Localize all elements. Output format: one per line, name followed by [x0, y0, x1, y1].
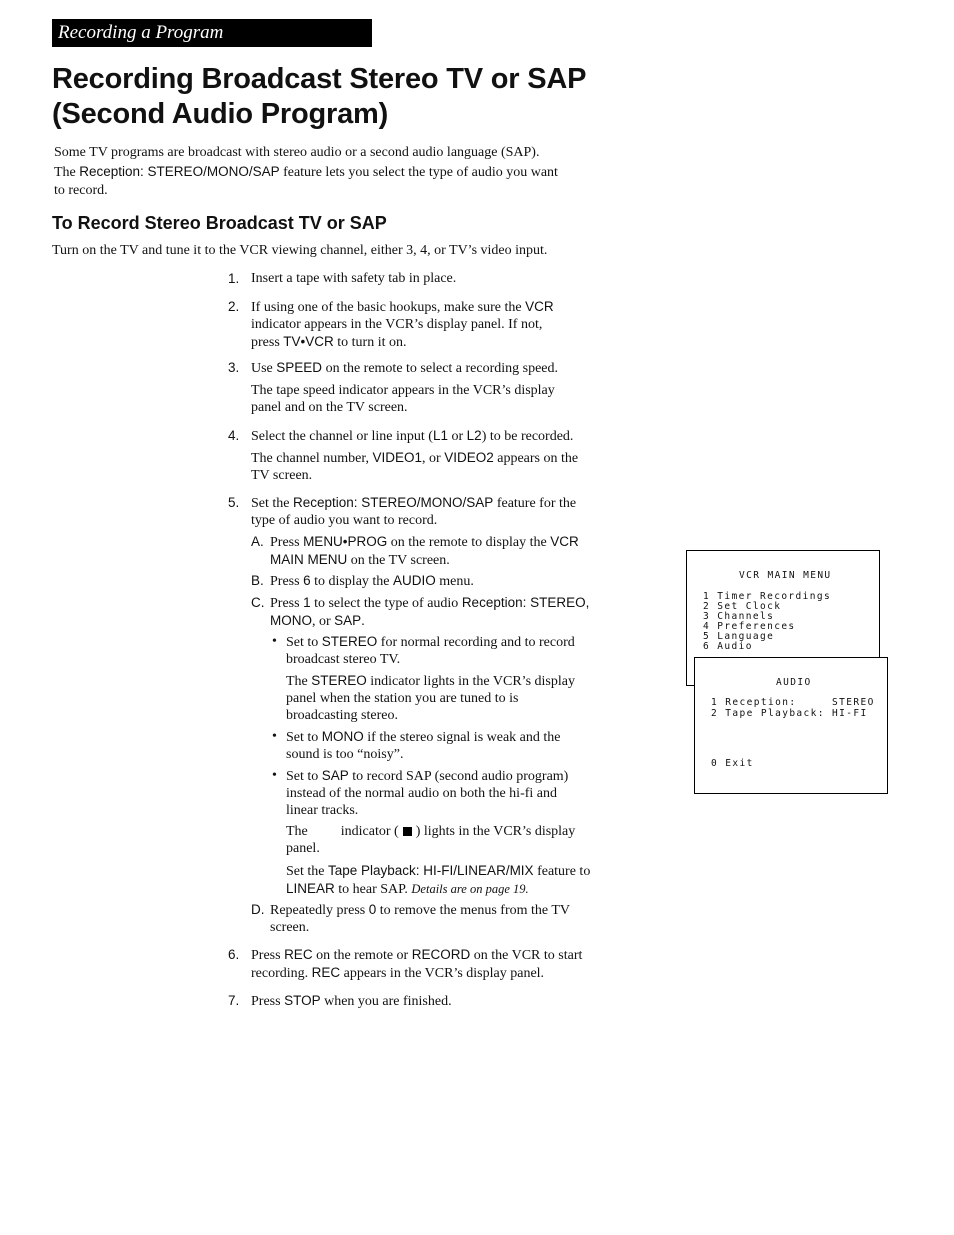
menu-item-reception: 1 Reception: STEREO: [711, 697, 875, 708]
bullet-icon: •: [272, 768, 277, 783]
step-number: 1.: [228, 271, 240, 286]
step-number: 6.: [228, 947, 240, 962]
menu-item: 5 Language: [703, 631, 775, 642]
step-number: 5.: [228, 495, 240, 510]
step-7-text: Press STOP when you are finished.: [251, 993, 452, 1009]
step-number: 7.: [228, 993, 240, 1008]
intro-text: Some TV programs are broadcast with stereo audio or a second audio language (SAP).: [54, 145, 540, 160]
menu-item: 2 Set Clock: [703, 601, 782, 612]
step-number: 4.: [228, 428, 240, 443]
substep-letter: C.: [251, 595, 265, 610]
audio-menu-screen: [694, 657, 888, 794]
speed-button-label: SPEED: [276, 360, 323, 375]
bullet-sap-note: The indicator ( ) lights in the VCR’s display panel.: [286, 824, 576, 856]
page-title-line2: (Second Audio Program): [52, 98, 389, 130]
substep-letter: A.: [251, 534, 264, 549]
bullet-mono-text: Set to MONO if the stereo signal is weak and the sound is too “noisy”.: [286, 729, 561, 762]
step-2-text: If using one of the basic hookups, make sure the VCR indicator appears in the VCR’s display panel. If not, press TV•VCR to turn it on.: [251, 299, 554, 350]
step-1-text: Insert a tape with safety tab in place.: [251, 271, 457, 286]
intro-text: feature lets you select the type of audio you want: [279, 164, 558, 180]
step-4-text: Select the channel or line input (L1 or L2) to be recorded.: [251, 428, 574, 444]
section-heading: To Record Stereo Broadcast TV or SAP: [52, 213, 387, 233]
step-4-note: The channel number, VIDEO1, or VIDEO2 appears on the TV screen.: [251, 450, 579, 483]
vcr-indicator-label: VCR: [525, 299, 554, 314]
substep-letter: D.: [251, 902, 265, 917]
intro-paragraph: [54, 144, 614, 201]
menu-item-tape-playback: 2 Tape Playback: HI-FI: [711, 708, 868, 719]
menu-title: VCR MAIN MENU: [739, 570, 832, 581]
menu-item: 3 Channels: [703, 611, 775, 622]
page-title-line1: Recording Broadcast Stereo TV or SAP: [52, 63, 587, 95]
substep-d-text: Repeatedly press 0 to remove the menus from the TV screen.: [270, 902, 571, 935]
page-reference: Details are on page 19.: [411, 882, 529, 896]
tv-vcr-button-label: TV•VCR: [283, 334, 334, 349]
step-number: 3.: [228, 360, 240, 375]
substep-b-text: Press 6 to display the AUDIO menu.: [270, 573, 474, 589]
intro-text: to record.: [54, 183, 108, 198]
menu-title: AUDIO: [776, 677, 812, 688]
menu-item-exit: 0 Exit: [711, 758, 754, 769]
sap-indicator-icon: [403, 827, 412, 836]
step-3-note: The tape speed indicator appears in the VCR’s display panel and on the TV screen.: [251, 383, 555, 415]
page-title: [52, 62, 812, 132]
menu-item: 1 Timer Recordings: [703, 591, 832, 602]
bullet-sap-detail: Set the Tape Playback: HI-FI/LINEAR/MIX feature to LINEAR to hear SAP. Details are on page 19.: [286, 863, 591, 897]
bullet-sap-text: Set to SAP to record SAP (second audio program) instead of the normal audio on both the hi-fi and linear tracks.: [286, 768, 569, 818]
bullet-icon: •: [272, 729, 277, 744]
step-3-text: Use SPEED on the remote to select a recording speed.: [251, 360, 559, 376]
step-5-text: Set the Reception: STEREO/MONO/SAP feature for the type of audio you want to record.: [251, 495, 577, 528]
bullet-stereo-text: Set to STEREO for normal recording and to record broadcast stereo TV.: [286, 634, 575, 667]
substep-letter: B.: [251, 573, 264, 588]
substep-a-text: Press MENU•PROG on the remote to display the VCR MAIN MENU on the TV screen.: [270, 534, 579, 568]
lead-paragraph: Turn on the TV and tune it to the VCR viewing channel, either 3, 4, or TV’s video input.: [52, 243, 548, 258]
feature-name: Reception: STEREO/MONO/SAP: [79, 163, 280, 179]
menu-item: 4 Preferences: [703, 621, 796, 632]
menu-item: 6 Audio: [703, 641, 753, 652]
bullet-icon: •: [272, 634, 277, 649]
bullet-stereo-note: The STEREO indicator lights in the VCR’s display panel when the station you are tuned to is broadcasting stereo.: [286, 673, 575, 723]
step-6-text: Press REC on the remote or RECORD on the VCR to start recording. REC appears in the VCR’s display panel.: [251, 947, 583, 981]
intro-text: The: [54, 164, 80, 180]
step-number: 2.: [228, 299, 240, 314]
substep-c-text: Press 1 to select the type of audio Reception: STEREO, MONO, or SAP.: [270, 595, 590, 629]
section-banner: Recording a Program: [52, 19, 372, 47]
